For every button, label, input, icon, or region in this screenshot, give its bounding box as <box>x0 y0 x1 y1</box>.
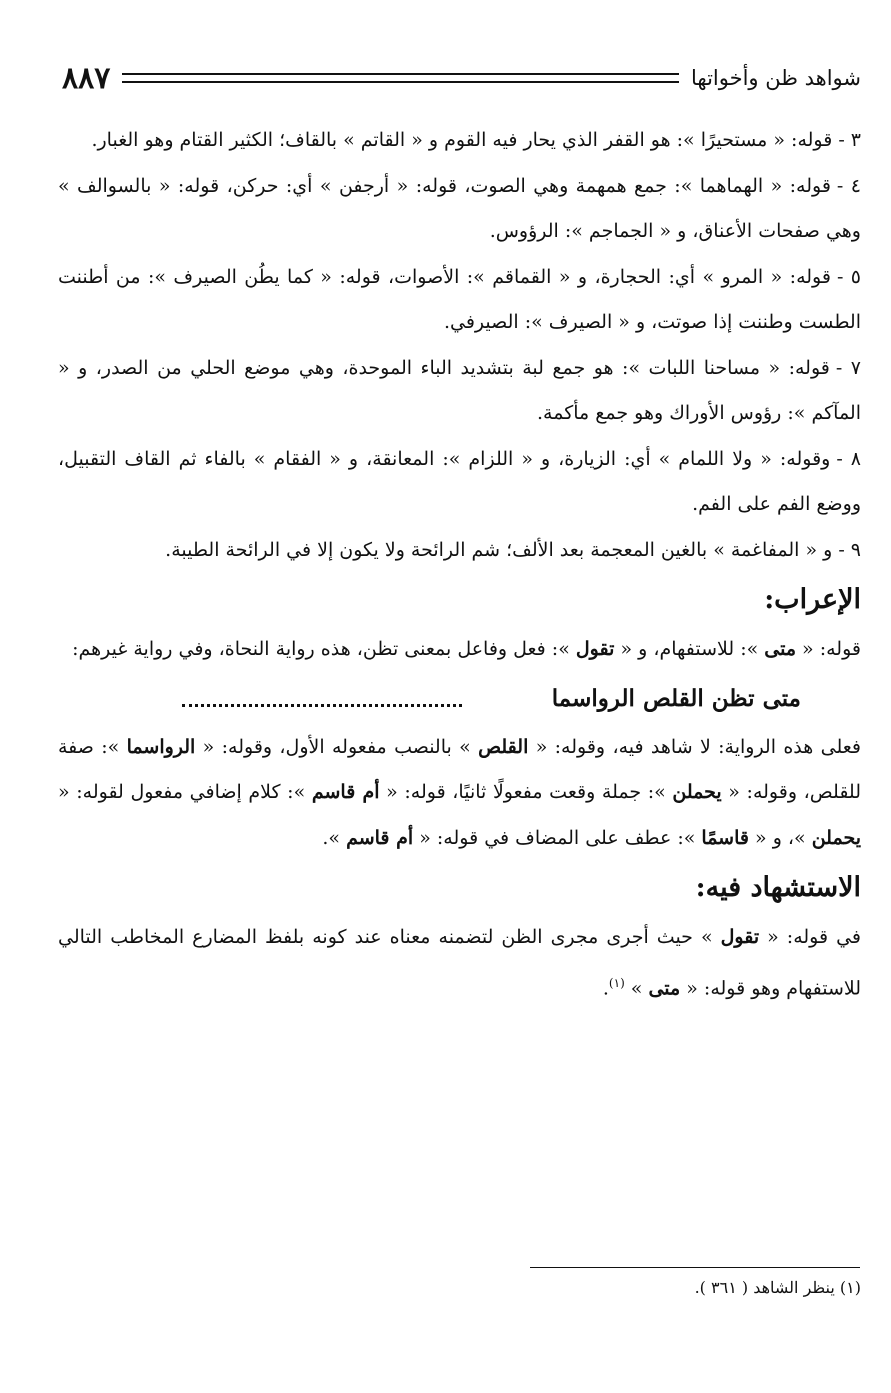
text-run: في قوله: « <box>759 926 862 948</box>
bold-term: تقول <box>720 926 760 948</box>
note-9 <box>58 528 861 574</box>
bold-term: الرواسما <box>126 735 196 758</box>
text-run: قوله: « <box>796 638 861 660</box>
verse-line <box>58 673 861 725</box>
note-number: ٥ - <box>836 265 862 288</box>
text-run: . <box>602 976 609 999</box>
note-text: قوله: « الهماهما »: جمع همهمة وهي الصوت، قوله: « أرجفن » أي: حركن، قوله: « بالسوالف » وهي صفحات الأعناق، و « الجماجم »: الرؤوس. <box>58 174 861 242</box>
bold-term: القلص <box>478 735 529 758</box>
istishhad-paragraph <box>58 915 861 1011</box>
page-header <box>62 58 861 98</box>
note-5 <box>58 255 861 346</box>
page-body <box>58 118 861 1011</box>
text-run: » <box>624 976 649 999</box>
text-run: » بالنصب مفعوله الأول، وقوله: « <box>195 735 479 758</box>
note-3 <box>58 118 861 164</box>
note-text: وقوله: « ولا اللمام » أي: الزيارة، و « اللزام »: المعانقة، و « الفقام » بالفاء ثم القاف التقبيل، ووضع الفم على الفم. <box>58 447 861 515</box>
note-8 <box>58 437 861 528</box>
irab-paragraph-1 <box>58 627 861 673</box>
note-number: ٧ - <box>835 356 861 379</box>
note-text: قوله: « مستحيرًا »: هو القفر الذي يحار فيه القوم و « القاتم » بالقاف؛ الكثير القتام وهو الغبار. <box>91 129 833 151</box>
bold-term: يحملن <box>672 781 722 803</box>
running-title: شواهد ظن وأخواتها <box>691 66 861 90</box>
text-run: »، و « <box>748 826 812 849</box>
text-run: »: للاستفهام، و « <box>614 638 765 660</box>
bold-term: متى <box>648 976 681 999</box>
footnote-rule <box>530 1267 860 1268</box>
text-run: »: فعل وفاعل بمعنى تظن، هذه رواية النحاة، وفي رواية غيرهم: <box>72 638 576 660</box>
bold-term: يحملن <box>811 826 861 849</box>
page-number: ٨٨٧ <box>62 60 111 96</box>
verse-text: متى تظن القلص الرواسما <box>551 684 801 712</box>
note-number: ٩ - <box>838 538 861 561</box>
text-run: فعلى هذه الرواية: لا شاهد فيه، وقوله: « <box>528 735 861 758</box>
footnote-marker: (١) <box>608 975 625 990</box>
header-rule <box>122 73 679 83</box>
text-run: ». <box>322 826 347 849</box>
note-7 <box>58 346 861 437</box>
note-text: قوله: « المرو » أي: الحجارة، و « القماقم »: الأصوات، قوله: « كما يطُن الصيرف »: من أطننت الطست وطننت إذا صوتت، و « الصيرف »: الصيرفي. <box>58 265 861 333</box>
bold-term: قاسمًا <box>701 826 749 849</box>
text-run: »: عطف على المضاف في قوله: « <box>413 826 702 849</box>
irab-heading: الإعراب: <box>764 584 861 615</box>
note-number: ٤ - <box>836 174 861 197</box>
note-text: قوله: « مساحنا اللبات »: هو جمع لبة بتشديد الباء الموحدة، وهي موضع الحلي من الصدر، و « المآكم »: رؤوس الأوراك وهو جمع مأكمة. <box>58 356 861 424</box>
bold-term: أم قاسم <box>346 826 414 849</box>
note-text: و « المفاغمة » بالغين المعجمة بعد الألف؛ شم الرائحة ولا يكون إلا في الرائحة الطيبة. <box>165 538 833 561</box>
bold-term: متى <box>764 638 797 660</box>
istishhad-heading: الاستشهاد فيه: <box>695 872 861 903</box>
footnote: (١) ينظر الشاهد ( ٣٦١ ). <box>694 1278 861 1297</box>
bold-term: تقول <box>575 638 615 660</box>
text-run: »: جملة وقعت مفعولًا ثانيًا، قوله: « <box>379 781 673 803</box>
irab-paragraph-2 <box>58 725 861 862</box>
text-run: » حيث أجرى مجرى الظن لتضمنه معناه عند كونه بلفظ المضارع المخاطب التالي للاستفهام وهو قوله: « <box>58 926 861 999</box>
note-4 <box>58 164 861 255</box>
note-number: ٨ - <box>836 447 862 470</box>
text-run: »: صفة للقلص، وقوله: « <box>58 735 862 803</box>
verse-dotted-leader <box>182 690 462 707</box>
note-number: ٣ - <box>838 129 861 151</box>
text-run: »: كلام إضافي مفعول لقوله: « <box>58 781 312 803</box>
bold-term: أم قاسم <box>311 781 380 803</box>
